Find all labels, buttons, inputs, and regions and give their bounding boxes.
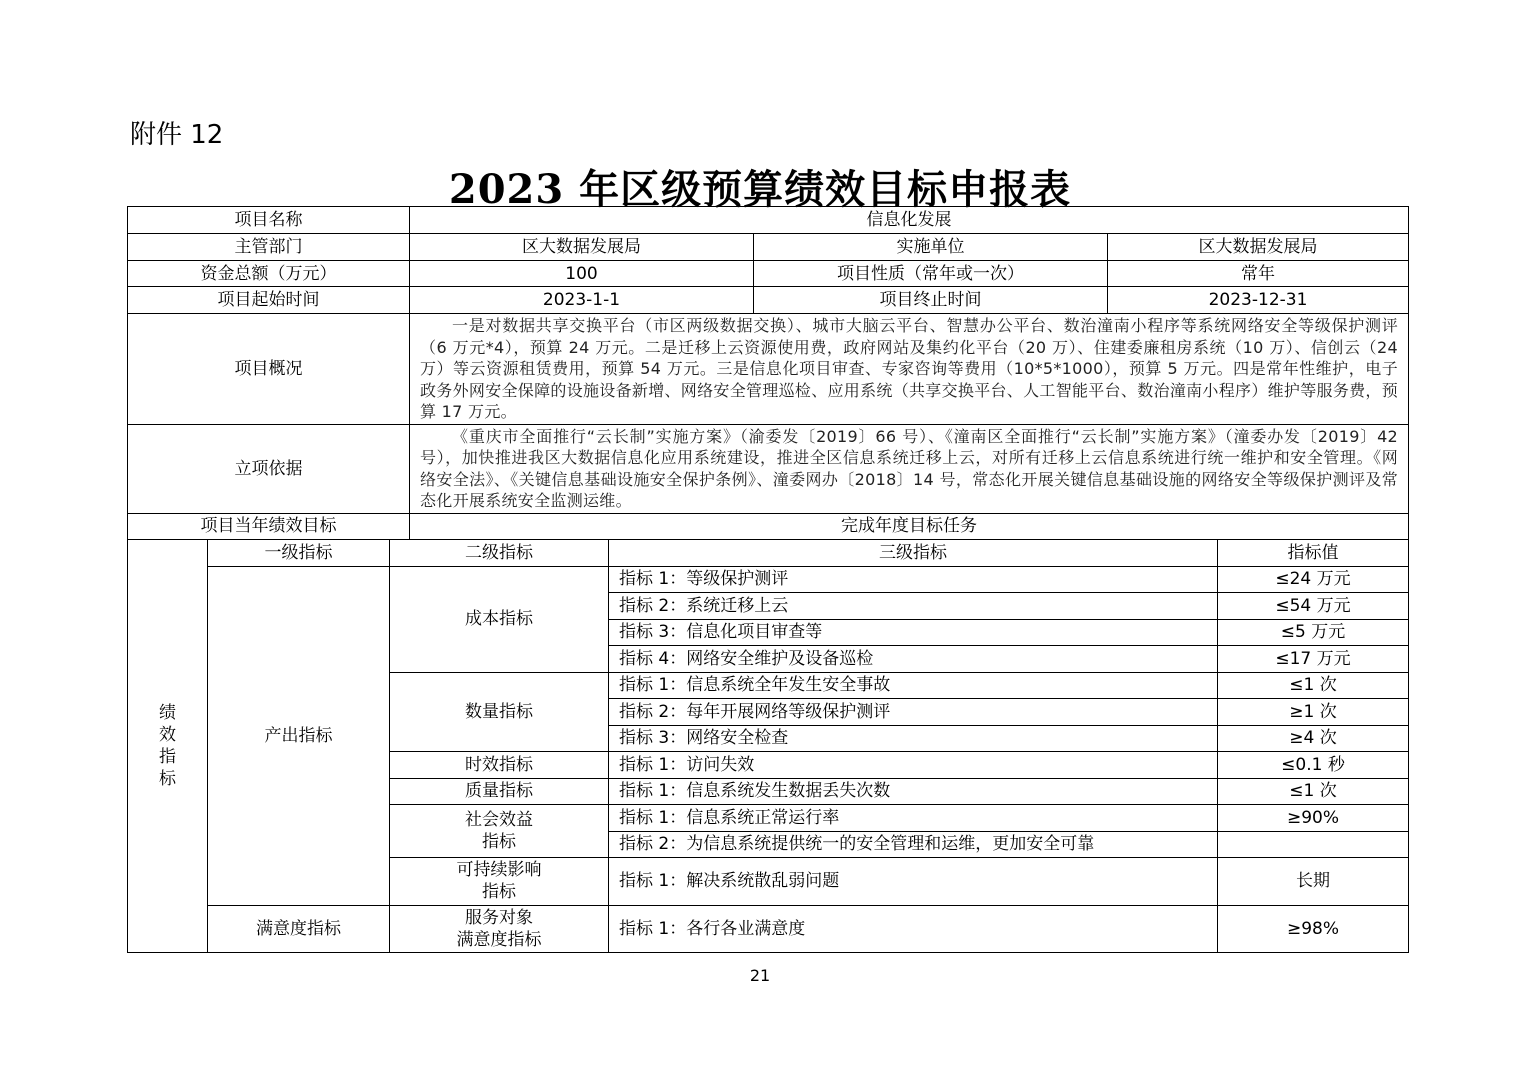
overview-label: 项目概况: [128, 314, 410, 425]
impl-value: 区大数据发展局: [1108, 234, 1409, 261]
fund-label: 资金总额（万元）: [128, 261, 410, 287]
page-title: 2023 年区级预算绩效目标申报表: [448, 166, 1072, 213]
indicator-value: [1218, 831, 1409, 857]
indicator-value: ≥4 次: [1218, 725, 1409, 751]
indicator-value: ≥98%: [1218, 905, 1409, 952]
indicator-value: ≤1 次: [1218, 778, 1409, 804]
header-level2: 二级指标: [390, 539, 609, 566]
start-value: 2023-1-1: [410, 287, 754, 314]
indicator-value: ≤5 万元: [1218, 619, 1409, 645]
timeliness-indicator-label: 时效指标: [390, 751, 609, 778]
table-row: 指标 1：信息系统发生数据丢失次数: [609, 778, 1218, 804]
cost-indicator-label: 成本指标: [390, 566, 609, 672]
indicator-value: ≤54 万元: [1218, 592, 1409, 619]
nature-value: 常年: [1108, 261, 1409, 287]
basis-paragraph: 《重庆市全面推行“云长制”实施方案》（渝委发〔2019〕66 号）、《潼南区全面推行“云长制”实施方案》（潼委办发〔2019〕42 号），加快推进我区大数据信息化应用系统建设，推进全区信息系统迁移上云，对所有迁移上云信息系统进行统一维护和安全管理。《网络安全法》、《关键信息基础设施安全保护条例》、潼委网办〔2018〕14 号，常态化开展关键信息基础设施的网络安全等级保护测评及常态化开展系统安全监测运维。: [420, 426, 1399, 510]
attachment-label: 附件 12: [130, 120, 224, 150]
service-indicator-label: 服务对象 满意度指标: [390, 905, 609, 952]
output-indicator-label: 产出指标: [208, 566, 390, 905]
indicator-value: ≤24 万元: [1218, 566, 1409, 592]
page-number: 21: [749, 966, 771, 985]
table-row: 指标 3：信息化项目审查等: [609, 619, 1218, 645]
project-name-label: 项目名称: [128, 207, 410, 234]
nature-label: 项目性质（常年或一次）: [754, 261, 1108, 287]
indicator-value: ≤0.1 秒: [1218, 751, 1409, 778]
dept-value: 区大数据发展局: [410, 234, 754, 261]
budget-target-table: [127, 206, 1409, 953]
header-level3: 三级指标: [609, 539, 1218, 566]
table-row: 指标 3：网络安全检查: [609, 725, 1218, 751]
social-indicator-label: 社会效益 指标: [390, 804, 609, 857]
table-row: 指标 1：各行各业满意度: [609, 905, 1218, 952]
project-name-value: 信息化发展: [410, 207, 1409, 234]
indicator-value: 长期: [1218, 857, 1409, 905]
table-row: 指标 1：解决系统散乱弱问题: [609, 857, 1218, 905]
quantity-indicator-label: 数量指标: [390, 672, 609, 751]
impl-label: 实施单位: [754, 234, 1108, 261]
table-row: 指标 4：网络安全维护及设备巡检: [609, 645, 1218, 672]
table-row: 指标 1：等级保护测评: [609, 566, 1218, 592]
table-row: 指标 1：访问失效: [609, 751, 1218, 778]
fund-value: 100: [410, 261, 754, 287]
basis-text: [410, 424, 1409, 513]
indicator-value: ≤17 万元: [1218, 645, 1409, 672]
goal-value: 完成年度目标任务: [410, 513, 1409, 539]
basis-label: 立项依据: [128, 424, 410, 513]
indicator-value: ≥1 次: [1218, 698, 1409, 725]
dept-label: 主管部门: [128, 234, 410, 261]
end-value: 2023-12-31: [1108, 287, 1409, 314]
indicator-value: ≥90%: [1218, 804, 1409, 831]
quality-indicator-label: 质量指标: [390, 778, 609, 804]
header-level1: 一级指标: [208, 539, 390, 566]
overview-text: [410, 314, 1409, 425]
table-row: 指标 1：信息系统正常运行率: [609, 804, 1218, 831]
table-row: 指标 2：为信息系统提供统一的安全管理和运维，更加安全可靠: [609, 831, 1218, 857]
start-label: 项目起始时间: [128, 287, 410, 314]
overview-paragraph: 一是对数据共享交换平台（市区两级数据交换）、城市大脑云平台、智慧办公平台、数治潼南小程序等系统网络安全等级保护测评（6 万元*4），预算 24 万元。二是迁移上云资源使用费，政府网站及集约化平台（20 万）、住建委廉租房系统（10 万）、信创云（24 万）等云资源租赁费用，预算 54 万元。三是信息化项目审查、专家咨询等费用（10*5*1000），预算 5 万元。四是常年性维护，电子政务外网安全保障的设施设备新增、网络安全管理巡检、应用系统（共享交换平台、人工智能平台、数治潼南小程序）维护等服务费，预算 17 万元。: [420, 316, 1399, 421]
goal-label: 项目当年绩效目标: [128, 513, 410, 539]
header-value: 指标值: [1218, 539, 1409, 566]
sustain-indicator-label: 可持续影响 指标: [390, 857, 609, 905]
table-row: 指标 2：系统迁移上云: [609, 592, 1218, 619]
satisfaction-indicator-label: 满意度指标: [208, 905, 390, 952]
table-row: 指标 1：信息系统全年发生安全事故: [609, 672, 1218, 698]
table-row: 指标 2：每年开展网络等级保护测评: [609, 698, 1218, 725]
performance-indicator-side-label: 绩 效 指 标: [128, 539, 208, 952]
indicator-value: ≤1 次: [1218, 672, 1409, 698]
end-label: 项目终止时间: [754, 287, 1108, 314]
